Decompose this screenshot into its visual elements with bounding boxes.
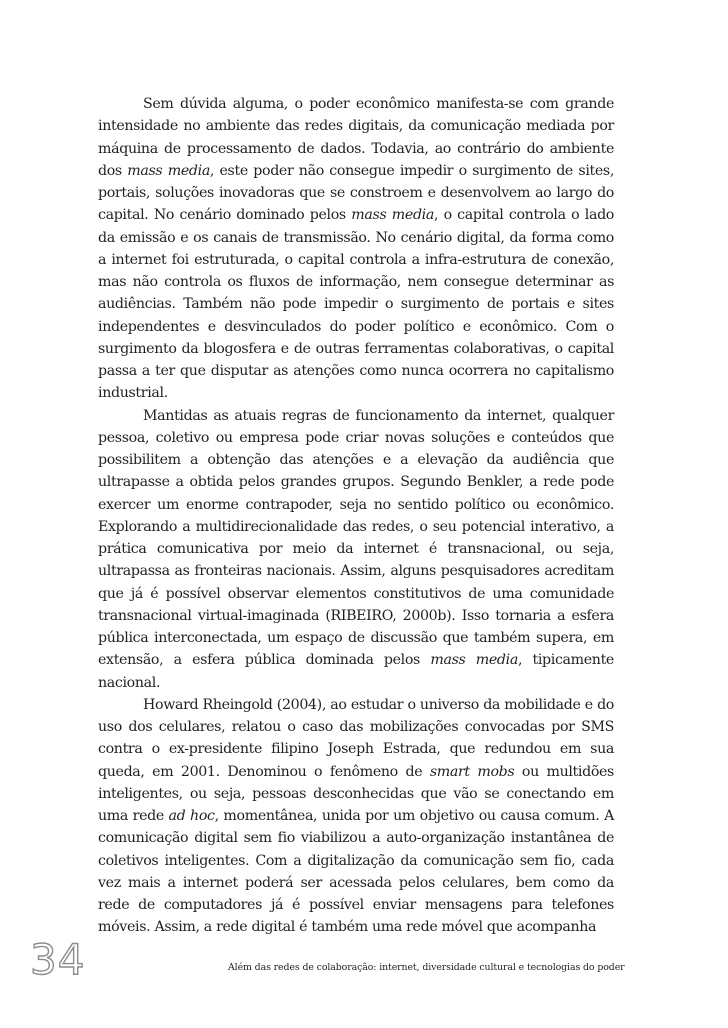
paragraph-3 <box>98 694 614 939</box>
text-span: , momentânea, unida por um objetivo ou causa comum. A comunicação digital sem fio viabilizou a auto-organização instantânea de coletivos inteligentes. Com a digitalização da comunicação sem fio, cada vez mais a internet poderá ser acessada pelos celulares, bem como da rede de computadores já é possível enviar mensagens para telefones móveis. Assim, a rede digital é também uma rede móvel que acompanha <box>98 808 614 936</box>
text-span: Howard Rheingold (2004), ao estudar o universo da mobilidade e do uso dos celulares, relatou o caso das mobilizações convocadas por SMS contra o ex-presidente filipino Joseph Estrada, que redundou em sua queda, em 2001. Denominou o fenômeno de <box>98 696 614 780</box>
body-text <box>98 93 614 939</box>
text-span: ou multidões inteligentes, ou seja, pessoas desconhecidas que vão se conectando em uma rede <box>98 763 614 824</box>
paragraph-1 <box>98 93 614 405</box>
text-span: Sem dúvida alguma, o poder econômico manifesta-se com grande intensidade no ambiente das redes digitais, da comunicação mediada por máquina de processamento de dados. Todavia, ao contrário do ambiente dos <box>98 96 614 179</box>
italic-term: mass media <box>127 162 210 179</box>
text-span: , tipicamente nacional. <box>98 652 614 691</box>
italic-term: smart mobs <box>429 763 515 780</box>
text-span: , este poder não consegue impedir o surgimento de sites, portais, soluções inovadoras que se constroem e desenvolvem ao largo do capital. No cenário dominado pelos <box>98 162 614 224</box>
paragraph-2 <box>98 405 614 694</box>
text-span: , o capital controla o lado da emissão e os canais de transmissão. No cenário digital, da forma como a internet foi estruturada, o capital controla a infra-estrutura de conexão, mas não controla os fluxos de informação, nem consegue determinar as audiências. Também não pode impedir o surgimento de portais e sites independentes e desvinculados do poder político e econômico. Com o surgimento da blogosfera e de outras ferramentas colaborativas, o capital passa a ter que disputar as atenções como nunca ocorrera no capitalismo industrial. <box>98 207 614 402</box>
page-number: 34 <box>30 935 86 984</box>
italic-term: ad hoc <box>168 808 215 824</box>
running-footer-title: Além das redes de colaboração: internet, diversidade cultural e tecnologias do poder <box>228 962 625 973</box>
italic-term: mass media <box>351 207 434 224</box>
text-span: Mantidas as atuais regras de funcionamento da internet, qualquer pessoa, coletivo ou empresa pode criar novas soluções e conteúdos que possibilitem a obtenção das atenções e a elevação da audiência que ultrapasse a obtida pelos grandes grupos. Segundo Benkler, a rede pode exercer um enorme contrapoder, seja no sentido político ou econômico. Explorando a multidirecionalidade das redes, o seu potencial interativo, a prática comunicativa por meio da internet é transnacional, ou seja, ultrapassa as fronteiras nacionais. Assim, alguns pesquisadores acreditam que já é possível observar elementos constitutivos de uma comunidade transnacional virtual-imaginada (RIBEIRO, 2000b). Isso tornaria a esfera pública interconectada, um espaço de discussão que também supera, em extensão, a esfera pública dominada pelos <box>98 407 614 669</box>
italic-term: mass media <box>430 652 518 669</box>
